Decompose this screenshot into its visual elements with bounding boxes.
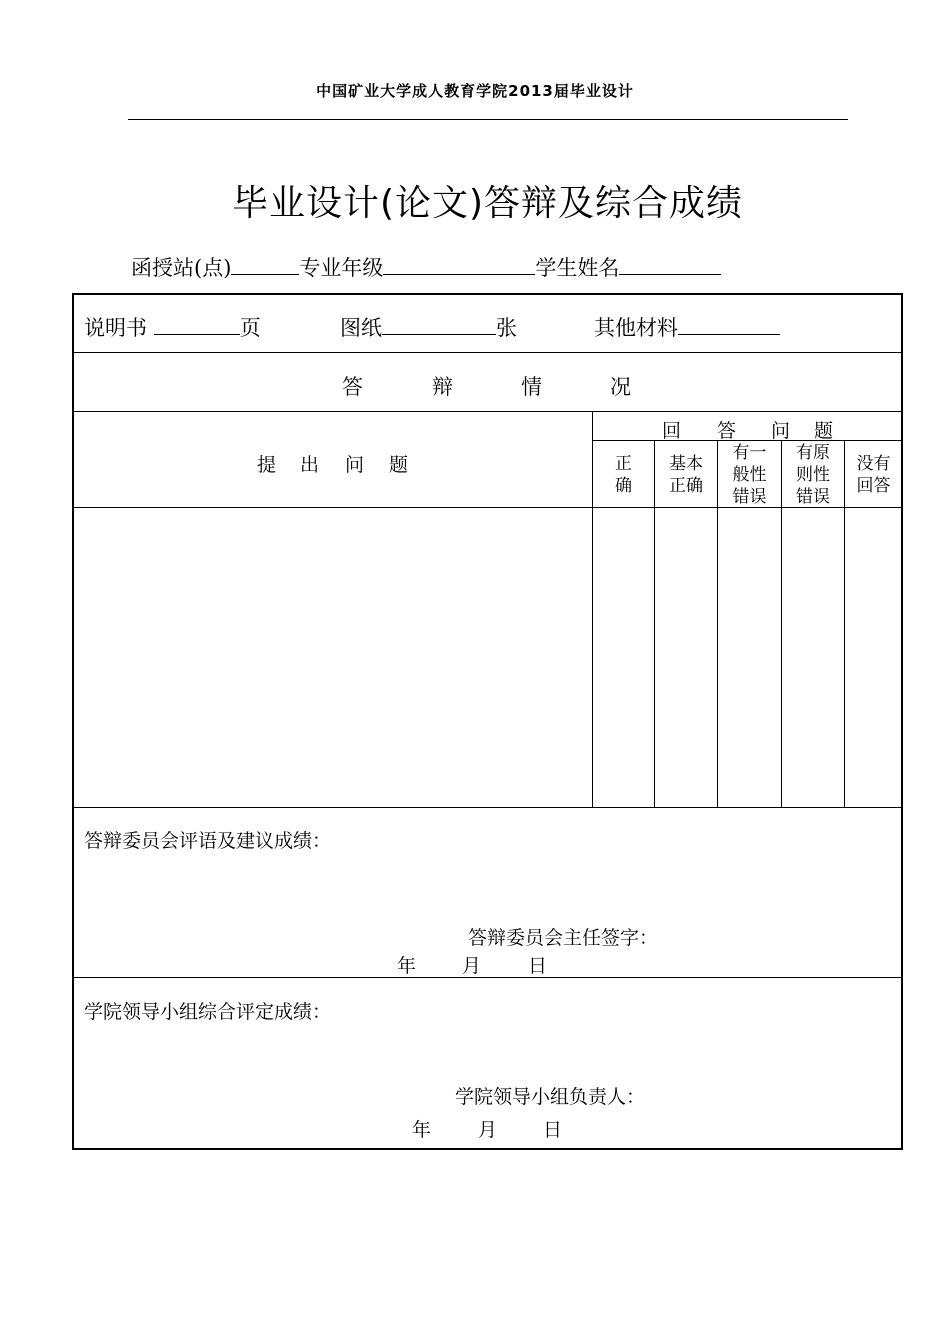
name-field[interactable] bbox=[619, 253, 721, 275]
leadership-date-year: 年 bbox=[412, 1119, 432, 1141]
leadership-date-month: 月 bbox=[478, 1119, 498, 1141]
page-title: 毕业设计(论文)答辩及综合成绩 bbox=[231, 183, 744, 224]
committee-date-day: 日 bbox=[528, 955, 548, 977]
answer-header-char: 答 bbox=[717, 420, 737, 442]
question-header-char: 出 bbox=[300, 454, 320, 476]
row-divider bbox=[72, 411, 903, 412]
answer-header-char: 题 bbox=[814, 420, 834, 442]
materials-row bbox=[84, 312, 261, 342]
manual-unit: 页 bbox=[239, 316, 261, 340]
defense-title-char: 辩 bbox=[432, 375, 453, 399]
header-rule bbox=[128, 119, 848, 120]
committee-date-month: 月 bbox=[462, 955, 482, 977]
drawing-row bbox=[340, 312, 517, 342]
name-label: 学生姓名 bbox=[535, 256, 620, 280]
page-header: 中国矿业大学成人教育学院2013届毕业设计 bbox=[316, 82, 634, 100]
answer-header-divider bbox=[592, 440, 903, 441]
answer-header-char: 问 bbox=[771, 420, 791, 442]
manual-pages-field[interactable] bbox=[154, 313, 240, 335]
defense-title-char: 况 bbox=[610, 375, 631, 399]
question-header-char: 提 bbox=[257, 454, 277, 476]
manual-label: 说明书 bbox=[84, 316, 147, 340]
answer-col-general-error: 有一 般性 错误 bbox=[732, 443, 767, 507]
major-label: 专业年级 bbox=[299, 256, 384, 280]
question-header-char: 题 bbox=[389, 454, 409, 476]
answer-col-basically-correct: 基本 正确 bbox=[669, 454, 703, 496]
major-field[interactable] bbox=[383, 253, 535, 275]
row-divider bbox=[72, 807, 903, 808]
drawing-unit: 张 bbox=[496, 316, 517, 340]
row-divider bbox=[72, 352, 903, 353]
leadership-comment-label: 学院领导小组综合评定成绩： bbox=[84, 1001, 332, 1023]
committee-comment-label: 答辩委员会评语及建议成绩： bbox=[84, 830, 332, 852]
station-field[interactable] bbox=[231, 253, 299, 275]
drawing-label: 图纸 bbox=[340, 316, 382, 340]
row-divider bbox=[72, 977, 903, 978]
other-materials-row bbox=[594, 312, 780, 342]
other-materials-field[interactable] bbox=[678, 313, 780, 335]
answer-col-principle-error: 有原 则性 错误 bbox=[796, 443, 830, 507]
drawing-count-field[interactable] bbox=[382, 313, 496, 335]
committee-date-year: 年 bbox=[397, 955, 417, 977]
answer-col-correct: 正 确 bbox=[615, 454, 632, 496]
student-info-row bbox=[131, 252, 721, 282]
committee-signature-label: 答辩委员会主任签字： bbox=[468, 927, 659, 949]
defense-title-char: 答 bbox=[342, 375, 363, 399]
answer-col-no-answer: 没有 回答 bbox=[856, 454, 891, 496]
question-header-char: 问 bbox=[345, 454, 365, 476]
leadership-date-day: 日 bbox=[543, 1119, 563, 1141]
leadership-signature-label: 学院领导小组负责人： bbox=[455, 1086, 646, 1108]
other-materials-label: 其他材料 bbox=[594, 316, 678, 340]
station-label: 函授站(点) bbox=[131, 256, 232, 280]
answer-header-char: 回 bbox=[662, 420, 682, 442]
defense-title-char: 情 bbox=[521, 375, 542, 399]
